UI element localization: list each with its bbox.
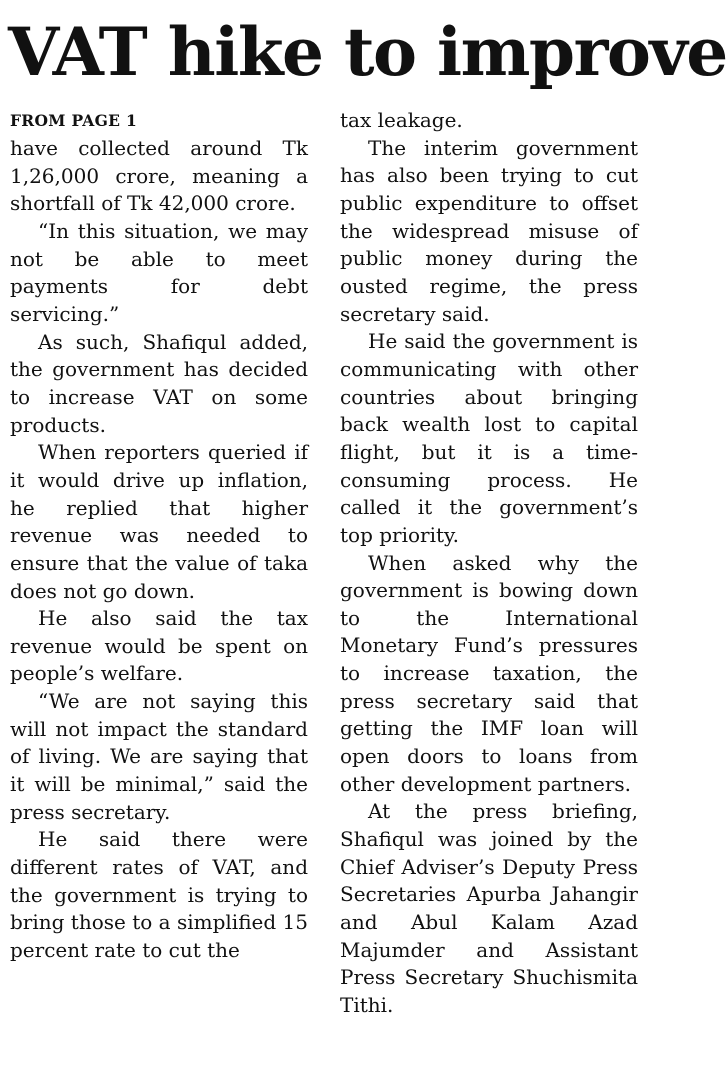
paragraph: He also said the tax revenue would be spent on people’s welfare. [10,606,308,686]
headline: VAT hike to improve [8,13,727,91]
paragraph: At the press briefing, Shafiqul was joined by the Chief Adviser’s Deputy Press Secretaries Apurba Jahangir and Abul Kalam Azad Majumder and Assistant Press Secretary Shuchismita Tithi. [340,799,638,1017]
paragraph: “In this situation, we may not be able to meet payments for debt servicing.” [10,218,308,326]
paragraph: have collected around Tk 1,26,000 crore, meaning a shortfall of Tk 42,000 crore. [10,136,308,216]
paragraph: “We are not saying this will not impact the standard of living. We are saying that it will be minimal,” said the press secretary. [10,689,308,824]
article-column-left [10,107,308,965]
paragraph: He said the government is communicating with other countries about bringing back wealth lost to capital flight, but it is a time-consuming process. He called it the government’s top priority. [340,329,638,547]
paragraph: As such, Shafiqul added, the government has decided to increase VAT on some products. [10,329,308,437]
continuation-kicker: FROM PAGE 1 [10,111,138,130]
paragraph: tax leakage. [340,108,463,132]
paragraph: When reporters queried if it would drive up inflation, he replied that higher revenue was needed to ensure that the value of taka does not go down. [10,440,308,603]
paragraph: The interim government has also been trying to cut public expenditure to offset the widespread misuse of public money during the ousted regime, the press secretary said. [340,135,638,326]
paragraph: He said there were different rates of VAT, and the government is trying to bring those to a simplified 15 percent rate to cut the [10,827,308,963]
article-column-right [340,107,638,1020]
paragraph: When asked why the government is bowing down to the International Monetary Fund’s pressures to increase taxation, the press secretary said that getting the IMF loan will open doors to loans from other development partners. [340,550,638,796]
